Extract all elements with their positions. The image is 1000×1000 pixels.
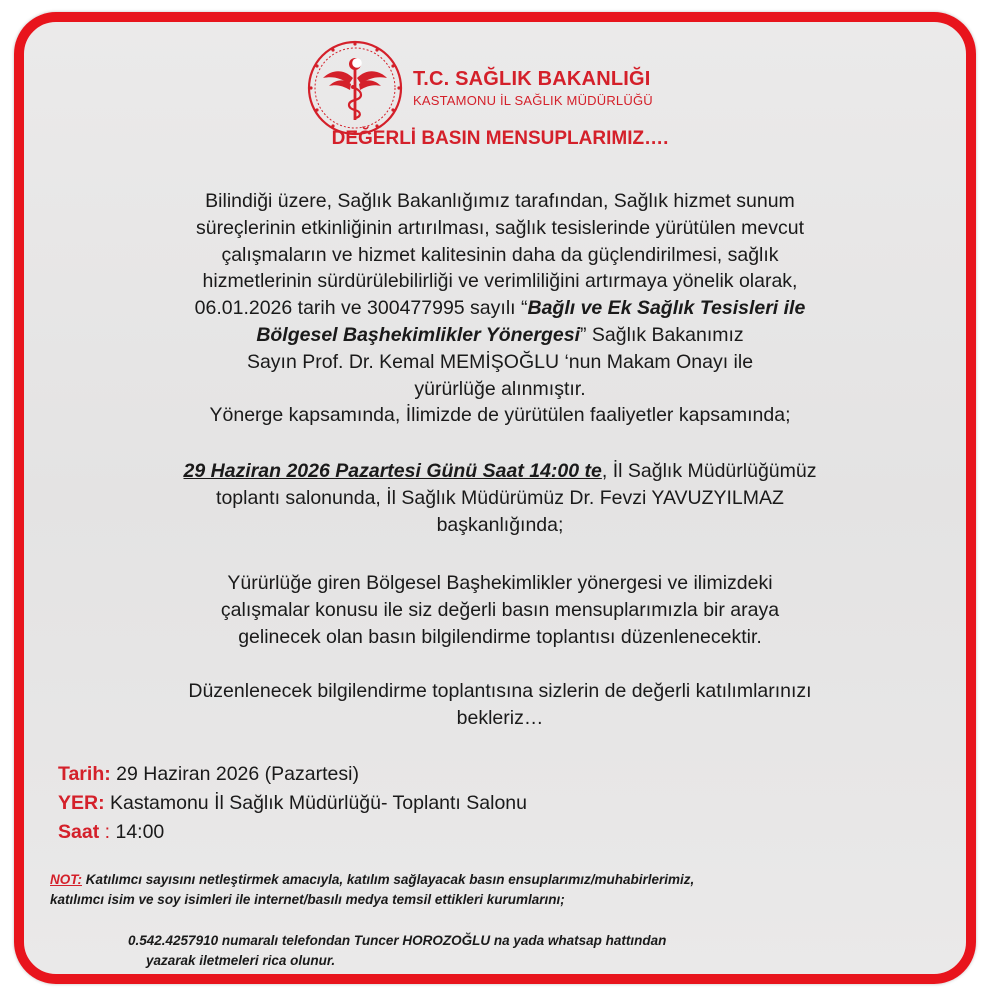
place-label: YER: (58, 792, 105, 814)
meeting-paragraph (30, 458, 970, 538)
time-label: Saat (58, 821, 100, 843)
time-value: 14:00 (115, 821, 165, 843)
invitation-line: Düzenlenecek bilgilendirme toplantısına sizlerin de değerli katılımlarınızı (188, 680, 812, 702)
meeting-venue-text: , İl Sağlık Müdürlüğümüz (601, 460, 817, 482)
organization-subtitle: KASTAMONU İL SAĞLIK MÜDÜRLÜĞÜ (413, 93, 653, 108)
contact-line: yazarak iletmeleri rica olunur. (146, 953, 336, 968)
time-separator: : (99, 821, 116, 843)
minister-text: ” Sağlık Bakanımız (580, 323, 744, 346)
place-value: Kastamonu İl Sağlık Müdürlüğü- Toplantı Salonu (104, 792, 527, 814)
intro-line: Sayın Prof. Dr. Kemal MEMİŞOĞLU ‘nun Makam Onayı ile (246, 350, 754, 373)
intro-line (40, 322, 960, 349)
intro-line: yürürlüğe alınmıştır. (414, 377, 586, 400)
intro-line: Yönerge kapsamında, İlimizde de yürütülen faaliyetler kapsamında; (209, 404, 791, 427)
organization-name: T.C. SAĞLIK BAKANLIĞI (413, 68, 651, 90)
note-text: Katılımcı sayısını netleştirmek amacıyla, katılım sağlayacak basın ensuplarımız/muhabirlerimiz, (82, 872, 695, 887)
event-details (58, 760, 527, 847)
contact-info (128, 931, 928, 971)
purpose-line: gelinecek olan basın bilgilendirme toplantısı düzenlenecektir. (238, 625, 762, 648)
regulation-title-part2: Bölgesel Başhekimlikler Yönergesi (256, 323, 581, 346)
invitation-paragraph (40, 678, 960, 732)
ministry-of-health-emblem-icon (305, 38, 405, 138)
note-line (50, 870, 950, 890)
note-label: NOT: (50, 872, 82, 887)
meeting-line: toplantı salonunda, İl Sağlık Müdürümüz Dr. Fevzi YAVUZYILMAZ (216, 486, 784, 509)
intro-line: çalışmaların ve hizmet kalitesinin daha da güçlendirilmesi, sağlık (221, 243, 779, 266)
intro-paragraph (40, 188, 960, 429)
regulation-title-part1: Bağlı ve Ek Sağlık Tesisleri ile (527, 297, 806, 320)
intro-line: süreçlerinin etkinliğinin artırılması, sağlık tesislerinde yürütülen mevcut (195, 216, 804, 239)
page-title: DEĞERLİ BASIN MENSUPLARIMIZ…. (331, 128, 669, 149)
purpose-line: çalışmalar konusu ile siz değerli basın mensuplarımızla bir araya (220, 598, 780, 621)
event-time-row (58, 818, 527, 847)
date-label: Tarih: (58, 763, 111, 785)
note-section (50, 870, 950, 910)
intro-line: hizmetlerinin sürdürülebilirliği ve verimliliğini artırmaya yönelik olarak, (202, 270, 798, 293)
meeting-line: başkanlığında; (436, 513, 564, 536)
letterhead (305, 38, 653, 138)
note-line: katılımcı isim ve soy isimleri ile internet/basılı medya temsil ettikleri kurumlarını; (50, 892, 565, 907)
contact-line: 0.542.4257910 numaralı telefondan Tuncer HOROZOĞLU na yada whatsap hattından (128, 933, 667, 948)
intro-line: Bilindiği üzere, Sağlık Bakanlığımız tarafından, Sağlık hizmet sunum (205, 190, 795, 212)
event-date-row (58, 760, 527, 789)
date-value: 29 Haziran 2026 (Pazartesi) (110, 763, 359, 785)
regulation-reference: 06.01.2026 tarih ve 300477995 sayılı “ (194, 297, 528, 320)
intro-line (40, 295, 960, 322)
invitation-line: bekleriz… (456, 706, 544, 729)
purpose-paragraph (40, 570, 960, 650)
meeting-line (30, 458, 970, 485)
event-place-row (58, 789, 527, 818)
meeting-date-time: 29 Haziran 2026 Pazartesi Günü Saat 14:00 te (183, 460, 602, 482)
purpose-line: Yürürlüğe giren Bölgesel Başhekimlikler yönergesi ve ilimizdeki (227, 572, 773, 594)
